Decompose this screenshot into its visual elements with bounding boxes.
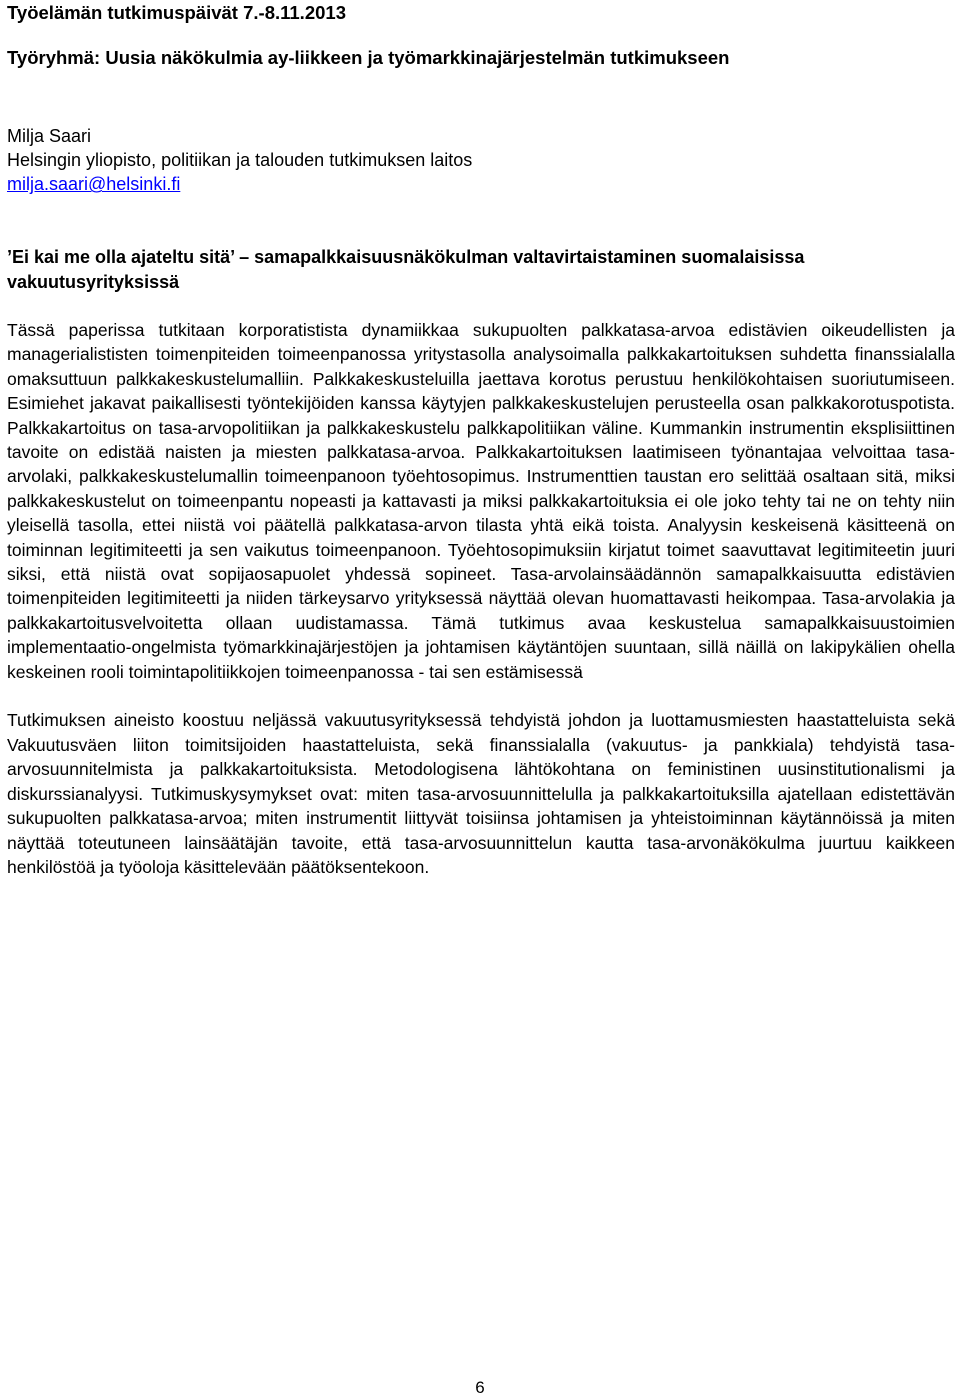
author-block xyxy=(7,124,472,197)
author-email-link[interactable]: milja.saari@helsinki.fi xyxy=(7,174,181,195)
author-affiliation: Helsingin yliopisto, politiikan ja talouden tutkimuksen laitos xyxy=(7,150,473,171)
conference-title: Työelämän tutkimuspäivät 7.-8.11.2013 xyxy=(7,2,346,23)
abstract-body xyxy=(7,318,955,879)
abstract-paragraph: Tässä paperissa tutkitaan korporatistista dynamiikkaa sukupuolten palkkatasa-arvoa edistävien oikeudellisten ja managerialististen toimenpiteiden toimeenpanossa yritystasolla analysoimalla palkkakartoituksen suhdetta finanssialalla omaksuttuun palkkakeskustelumalliin. Palkkakeskusteluilla jaettava korotus perustuu henkilökohtaisen suoriutumiseen. Esimiehet jakavat paikallisesti työntekijöiden kanssa käytyjen palkkakeskustelujen perusteella osan palkkakorotuspotista. Palkkakartoitus on tasa-arvopolitiikan ja palkkakeskustelu palkkapolitiikan väline. Kummankin instrumentin eksplisiittinen tavoite on edistää naisten ja miesten palkkatasa-arvoa. Palkkakartoituksen laatimiseen työnantajaa velvoittaa tasa-arvolaki, palkkakeskustelumallin toimeenpanoon työehtosopimus. Instrumenttien taustan ero selittää osaltaan sitä, miksi palkkakeskustelut on toimeenpantu nopeasti ja kattavasti ja miksi palkkakartoituksia ei ole joko tehty tai ne on tehty niin yleisellä tasolla, ettei niistä voi päätellä palkkatasa-arvon tilasta yhtä eikä toista. Analyysin keskeisenä käsitteenä on toiminnan legitimiteetti ja sen vaikutus toimeenpanoon. Työehtosopimuksiin kirjatut toimet saavuttavat legitimiteetin juuri siksi, että niistä ovat sopijaosapuolet yhdessä sopineet. Tasa-arvolainsäädännön samapalkkaisuutta edistävien toimenpiteiden legitimiteetti ja niiden tärkeysarvo yrityksessä näyttää olevan huomattavasti heikompaa. Tasa-arvolakia ja palkkakartoitusvelvoitetta ollaan uudistamassa. Tämä tutkimus avaa keskustelua samapalkkaisuustoimien implementaatio-ongelmista työmarkkinajärjestöjen ja johtamisen käytäntöjen suuntaan, sillä näillä on lakipykälien ohella keskeinen rooli toimintapolitiikkojen toimeenpanossa - tai sen estämisessä xyxy=(7,320,955,682)
page-number: 6 xyxy=(475,1378,485,1397)
paper-title: ’Ei kai me olla ajateltu sitä’ – samapalkkaisuusnäkökulman valtavirtaistaminen suomalaisissa vakuutusyrityksissä xyxy=(7,247,805,292)
abstract-paragraph: Tutkimuksen aineisto koostuu neljässä vakuutusyrityksessä tehdyistä johdon ja luottamusmiesten haastatteluista sekä Vakuutusväen liiton toimitsijoiden haastatteluista, sekä finanssialalla (vakuutus- ja pankkiala) tehdyistä tasa-arvosuunnitelmista ja palkkakartoituksista. Metodologisena lähtökohtana on feministinen uusinstitutionalismi ja diskurssianalyysi. Tutkimuskysymykset ovat: miten tasa-arvosuunnittelulla ja palkkakartoituksilla ajatellaan edistettävän sukupuolten palkkatasa-arvoa; miten instrumentit liittyvät toisiinsa johtamisen ja yhteistoiminnan käytännöissä ja miten näyttää toteutuneen lainsäätäjän tavoite, että tasa-arvosuunnittelun kautta tasa-arvonäkökulma juurtuu kaikkeen henkilöstöä ja työoloja käsittelevään päätöksentekoon. xyxy=(7,710,955,877)
workgroup-title: Työryhmä: Uusia näkökulmia ay-liikkeen ja työmarkkinajärjestelmän tutkimukseen xyxy=(7,47,730,68)
author-name: Milja Saari xyxy=(7,126,92,146)
